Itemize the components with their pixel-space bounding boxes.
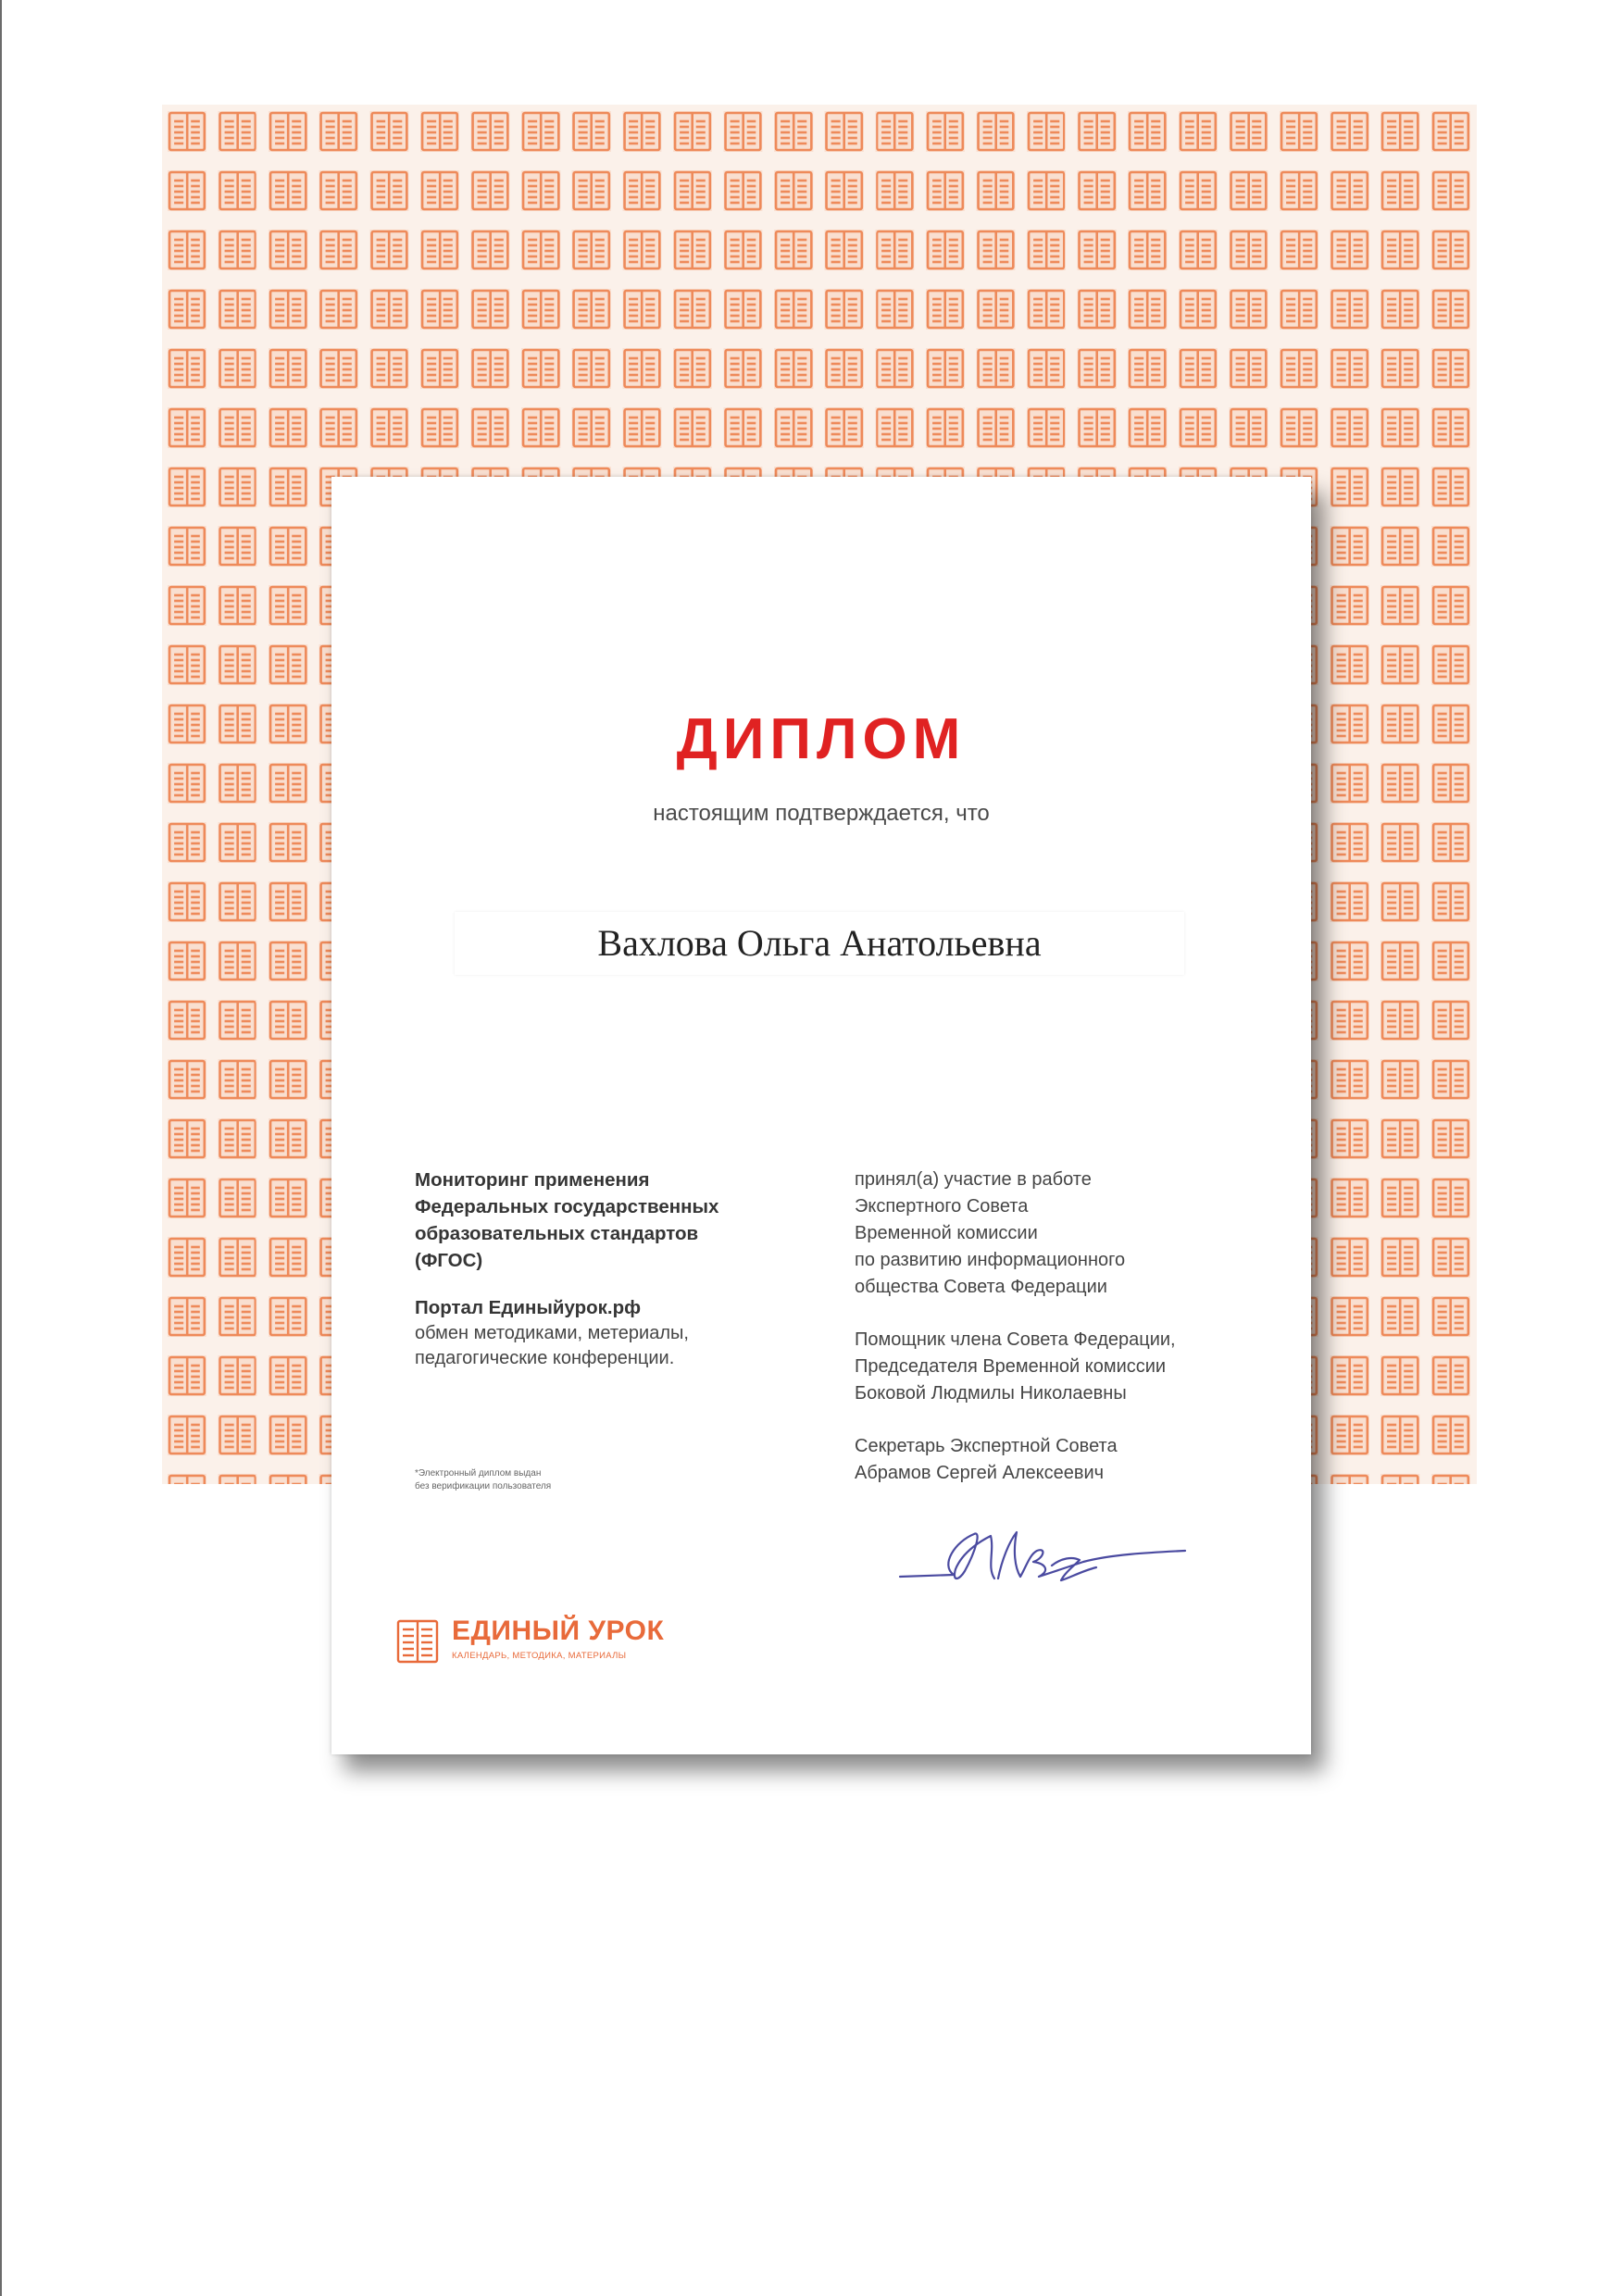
heading-line: (ФГОС)	[415, 1250, 483, 1271]
logo-tagline: КАЛЕНДАРЬ, МЕТОДИКА, МАТЕРИАЛЫ	[452, 1651, 627, 1661]
participation-line: принял(а) участие в работе	[855, 1169, 1092, 1190]
assistant-block	[855, 1327, 1290, 1407]
recipient-name: Вахлова Ольга Анатольевна	[597, 922, 1042, 964]
diploma-title: ДИПЛОМ	[676, 707, 967, 771]
secretary-block	[855, 1433, 1290, 1487]
diploma-sheet	[331, 477, 1311, 1754]
heading-line: образовательных стандартов	[415, 1223, 699, 1244]
book-logo-icon	[396, 1619, 439, 1664]
monitoring-heading	[415, 1167, 822, 1274]
participation-block	[855, 1167, 1290, 1301]
handwritten-signature	[898, 1514, 1194, 1597]
participation-line: по развитию информационного	[855, 1250, 1126, 1270]
portal-desc-line: обмен методиками, метериалы,	[415, 1323, 689, 1343]
secretary-line: Секретарь Экспертной Совета	[855, 1436, 1118, 1456]
secretary-line: Абрамов Сергей Алексеевич	[855, 1463, 1105, 1483]
right-column	[855, 1167, 1290, 1513]
portal-title: Портал Единыйурок.рф	[415, 1297, 642, 1318]
assistant-line: Председателя Временной комиссии	[855, 1356, 1167, 1377]
note-line: без верификации пользователя	[415, 1481, 552, 1491]
portal-description	[415, 1321, 822, 1371]
edinyi-urok-logo	[396, 1616, 674, 1671]
assistant-line: Помощник члена Совета Федерации,	[855, 1329, 1176, 1350]
recipient-name-box	[455, 912, 1184, 975]
verification-note	[415, 1467, 656, 1493]
heading-line: Федеральных государственных	[415, 1196, 719, 1217]
logo-name: ЕДИНЫЙ УРОК	[452, 1616, 665, 1646]
heading-line: Мониторинг применения	[415, 1169, 650, 1191]
portal-desc-line: педагогические конференции.	[415, 1348, 675, 1368]
left-column	[415, 1167, 822, 1371]
participation-line: общества Совета Федерации	[855, 1277, 1107, 1297]
note-line: *Электронный диплом выдан	[415, 1468, 542, 1479]
diploma-subtitle: настоящим подтверждается, что	[653, 801, 990, 826]
participation-line: Экспертного Совета	[855, 1196, 1029, 1217]
page-edge	[0, 0, 2, 2296]
assistant-line: Боковой Людмилы Николаевны	[855, 1383, 1127, 1404]
participation-line: Временной комиссии	[855, 1223, 1038, 1243]
